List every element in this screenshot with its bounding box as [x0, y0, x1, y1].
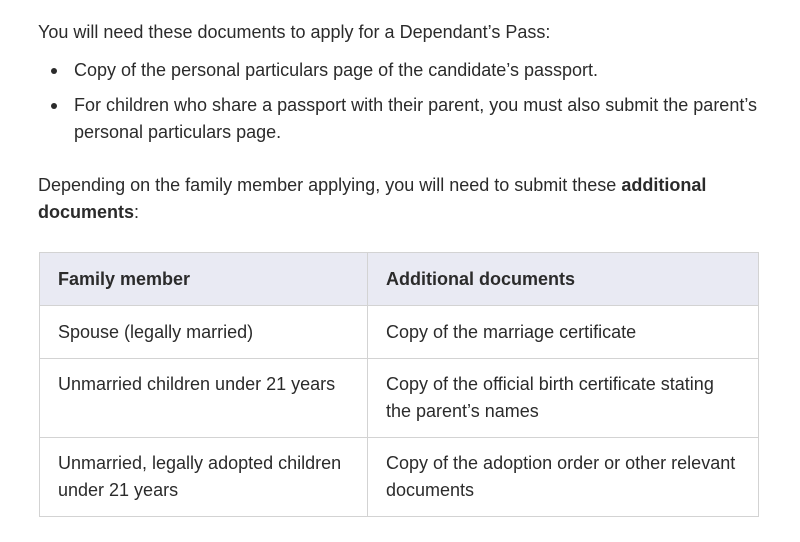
additional-documents-cell: Copy of the adoption order or other relevant documents: [368, 438, 759, 517]
additional-documents-table: [39, 252, 759, 517]
family-member-cell: Unmarried, legally adopted children under 21 years: [40, 438, 368, 517]
additional-docs-suffix: :: [134, 202, 140, 222]
additional-docs-text: Depending on the family member applying, you will need to submit these: [38, 175, 622, 195]
additional-documents-cell: Copy of the marriage certificate: [368, 306, 759, 359]
intro-text: You will need these documents to apply for a Dependant’s Pass:: [38, 22, 551, 42]
table-row: [40, 359, 759, 438]
bullet-icon: [51, 103, 57, 109]
column-header-additional-documents: Additional documents: [368, 253, 759, 306]
additional-documents-cell: Copy of the official birth certificate stating the parent’s names: [368, 359, 759, 438]
family-member-cell: Unmarried children under 21 years: [40, 359, 368, 438]
table-header-row: [40, 253, 759, 306]
list-item-text: For children who share a passport with their parent, you must also submit the parent’s personal particulars page.: [74, 95, 758, 142]
additional-docs-intro: [38, 172, 758, 226]
table-row: [40, 306, 759, 359]
required-documents-list: [38, 57, 758, 154]
list-item-text: Copy of the personal particulars page of the candidate’s passport.: [74, 60, 598, 80]
list-item: [38, 57, 758, 84]
family-member-cell: Spouse (legally married): [40, 306, 368, 359]
table-row: [40, 438, 759, 517]
list-item: [38, 92, 758, 146]
column-header-family-member: Family member: [40, 253, 368, 306]
bullet-icon: [51, 68, 57, 74]
additional-docs-emphasis: additional documents: [38, 175, 707, 222]
